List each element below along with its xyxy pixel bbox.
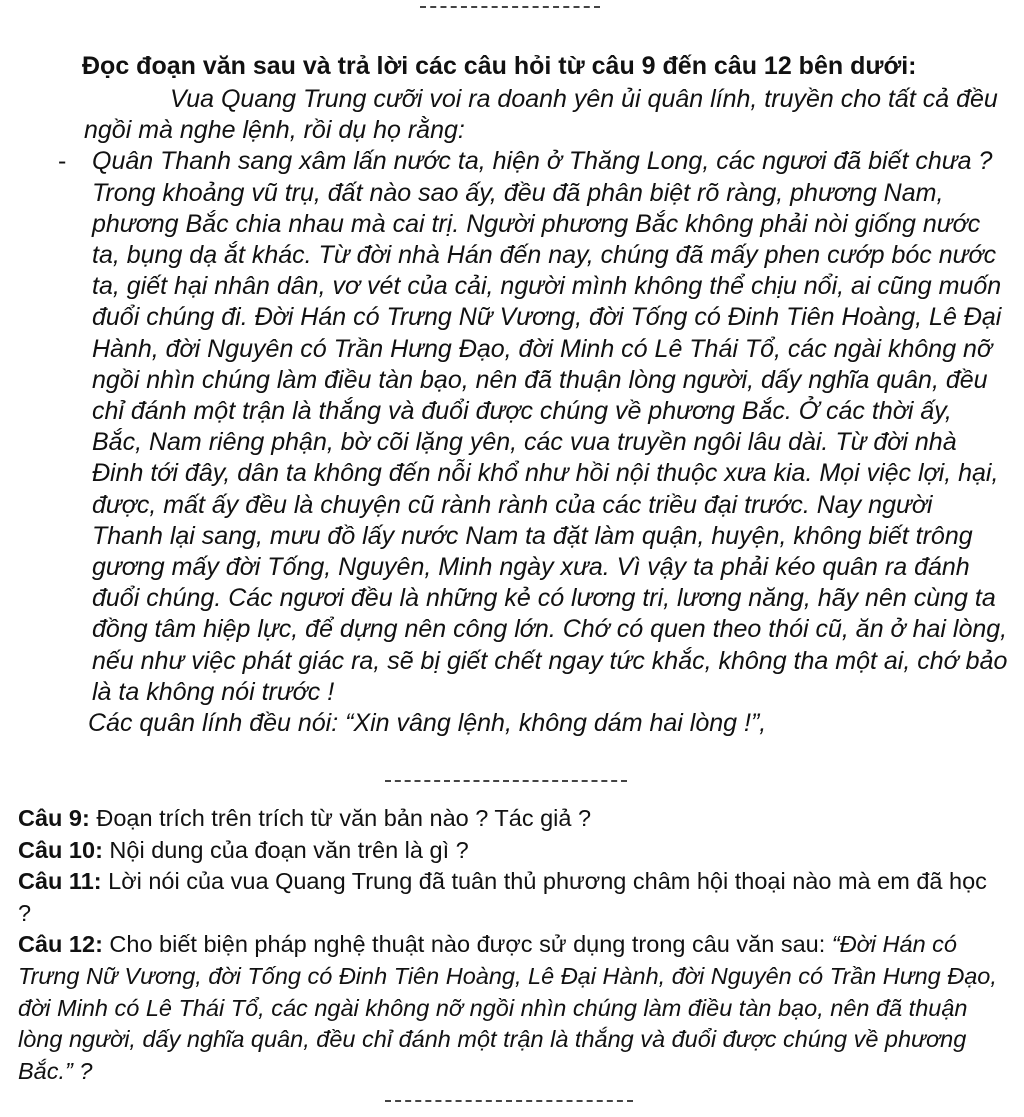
reading-passage — [58, 84, 1008, 739]
middle-divider — [385, 780, 627, 782]
question-text: Lời nói của vua Quang Trung đã tuân thủ phương châm hội thoại nào mà em đã học ? — [18, 868, 987, 926]
question-text: Nội dung của đoạn văn trên là gì ? — [102, 836, 469, 863]
top-divider — [420, 6, 600, 8]
question-12 — [18, 929, 1003, 1087]
question-label: Câu 11: — [18, 868, 102, 895]
passage-intro: Vua Quang Trung cưỡi voi ra doanh yên ủi quân lính, truyền cho tất cả đều ngồi mà nghe lệnh, rồi dụ họ rằng: — [84, 85, 998, 145]
quoted-sentence: “Đời Hán có Trưng Nữ Vương, đời Tống có Đinh Tiên Hoàng, Lê Đại Hành, đời Nguyên có Trần Hưng Đạo, đời Minh có Lê Thái Tổ, các ngài không nỡ ngồi nhìn chúng làm điều tàn bạo, nên đã thuận lòng người, dấy nghĩa quân, đều chỉ đánh một trận là thắng và đuổi được chúng về phương Bắc.” ? — [18, 931, 997, 1084]
dialogue-dash: - — [58, 147, 67, 176]
question-text: Cho biết biện pháp nghệ thuật nào được sử dụng trong câu văn sau: — [102, 931, 832, 958]
bottom-divider — [385, 1100, 633, 1102]
question-label: Câu 10: — [18, 836, 103, 863]
passage-speech — [58, 146, 1008, 708]
question-list — [18, 803, 1003, 1087]
passage-closing: Các quân lính đều nói: “Xin vâng lệnh, không dám hai lòng !”, — [88, 709, 767, 738]
question-11 — [18, 866, 1003, 929]
question-10 — [18, 835, 1003, 867]
question-text: Đoạn trích trên trích từ văn bản nào ? Tác giả ? — [89, 805, 592, 831]
instruction-heading: Đọc đoạn văn sau và trả lời các câu hỏi từ câu 9 đến câu 12 bên dưới: — [82, 52, 917, 80]
question-9 — [18, 803, 1003, 835]
question-label: Câu 9: — [18, 805, 90, 831]
speech-text: Quân Thanh sang xâm lấn nước ta, hiện ở Thăng Long, các ngươi đã biết chưa ? Trong khoảng vũ trụ, đất nào sao ấy, đều đã phân biệt rõ ràng, phương Nam, phương Bắc chia nhau mà cai trị. Người phương Bắc không phải nòi giống nước ta, bụng dạ ắt khác. Từ đời nhà Hán đến nay, chúng đã mấy phen cướp bóc nước ta, giết hại nhân dân, vơ vét của cải, người mình không thể chịu nổi, ai cũng muốn đuổi chúng đi. Đời Hán có Trưng Nữ Vương, đời Tống có Đinh Tiên Hoàng, Lê Đại Hành, đời Nguyên có Trần Hưng Đạo, đời Minh có Lê Thái Tổ, các ngài không nỡ ngồi nhìn chúng làm điều tàn bạo, nên đã thuận lòng người, dấy nghĩa quân, đều chỉ đánh một trận là thắng và đuổi được chúng về phương Bắc. Ở các thời ấy, Bắc, Nam riêng phận, bờ cõi lặng yên, các vua truyền ngôi lâu dài. Từ đời nhà Đinh tới đây, dân ta không đến nỗi khổ như hồi nội thuộc xưa kia. Mọi việc lợi, hại, được, mất ấy đều là chuyện cũ rành rành của các triều đại trước. Nay người Thanh lại sang, mưu đồ lấy nước Nam ta đặt làm quận, huyện, không biết trông gương mấy đời Tống, Nguyên, Minh ngày xưa. Vì vậy ta phải kéo quân ra đánh đuổi chúng. Các ngươi đều là những kẻ có lương tri, lương năng, hãy nên cùng ta đồng tâm hiệp lực, để dựng nên công lớn. Chớ có quen theo thói cũ, ăn ở hai lòng, nếu như việc phát giác ra, sẽ bị giết chết ngay tức khắc, không tha một ai, chớ bảo là ta không nói trước ! — [92, 147, 1008, 706]
question-label: Câu 12: — [18, 931, 103, 958]
